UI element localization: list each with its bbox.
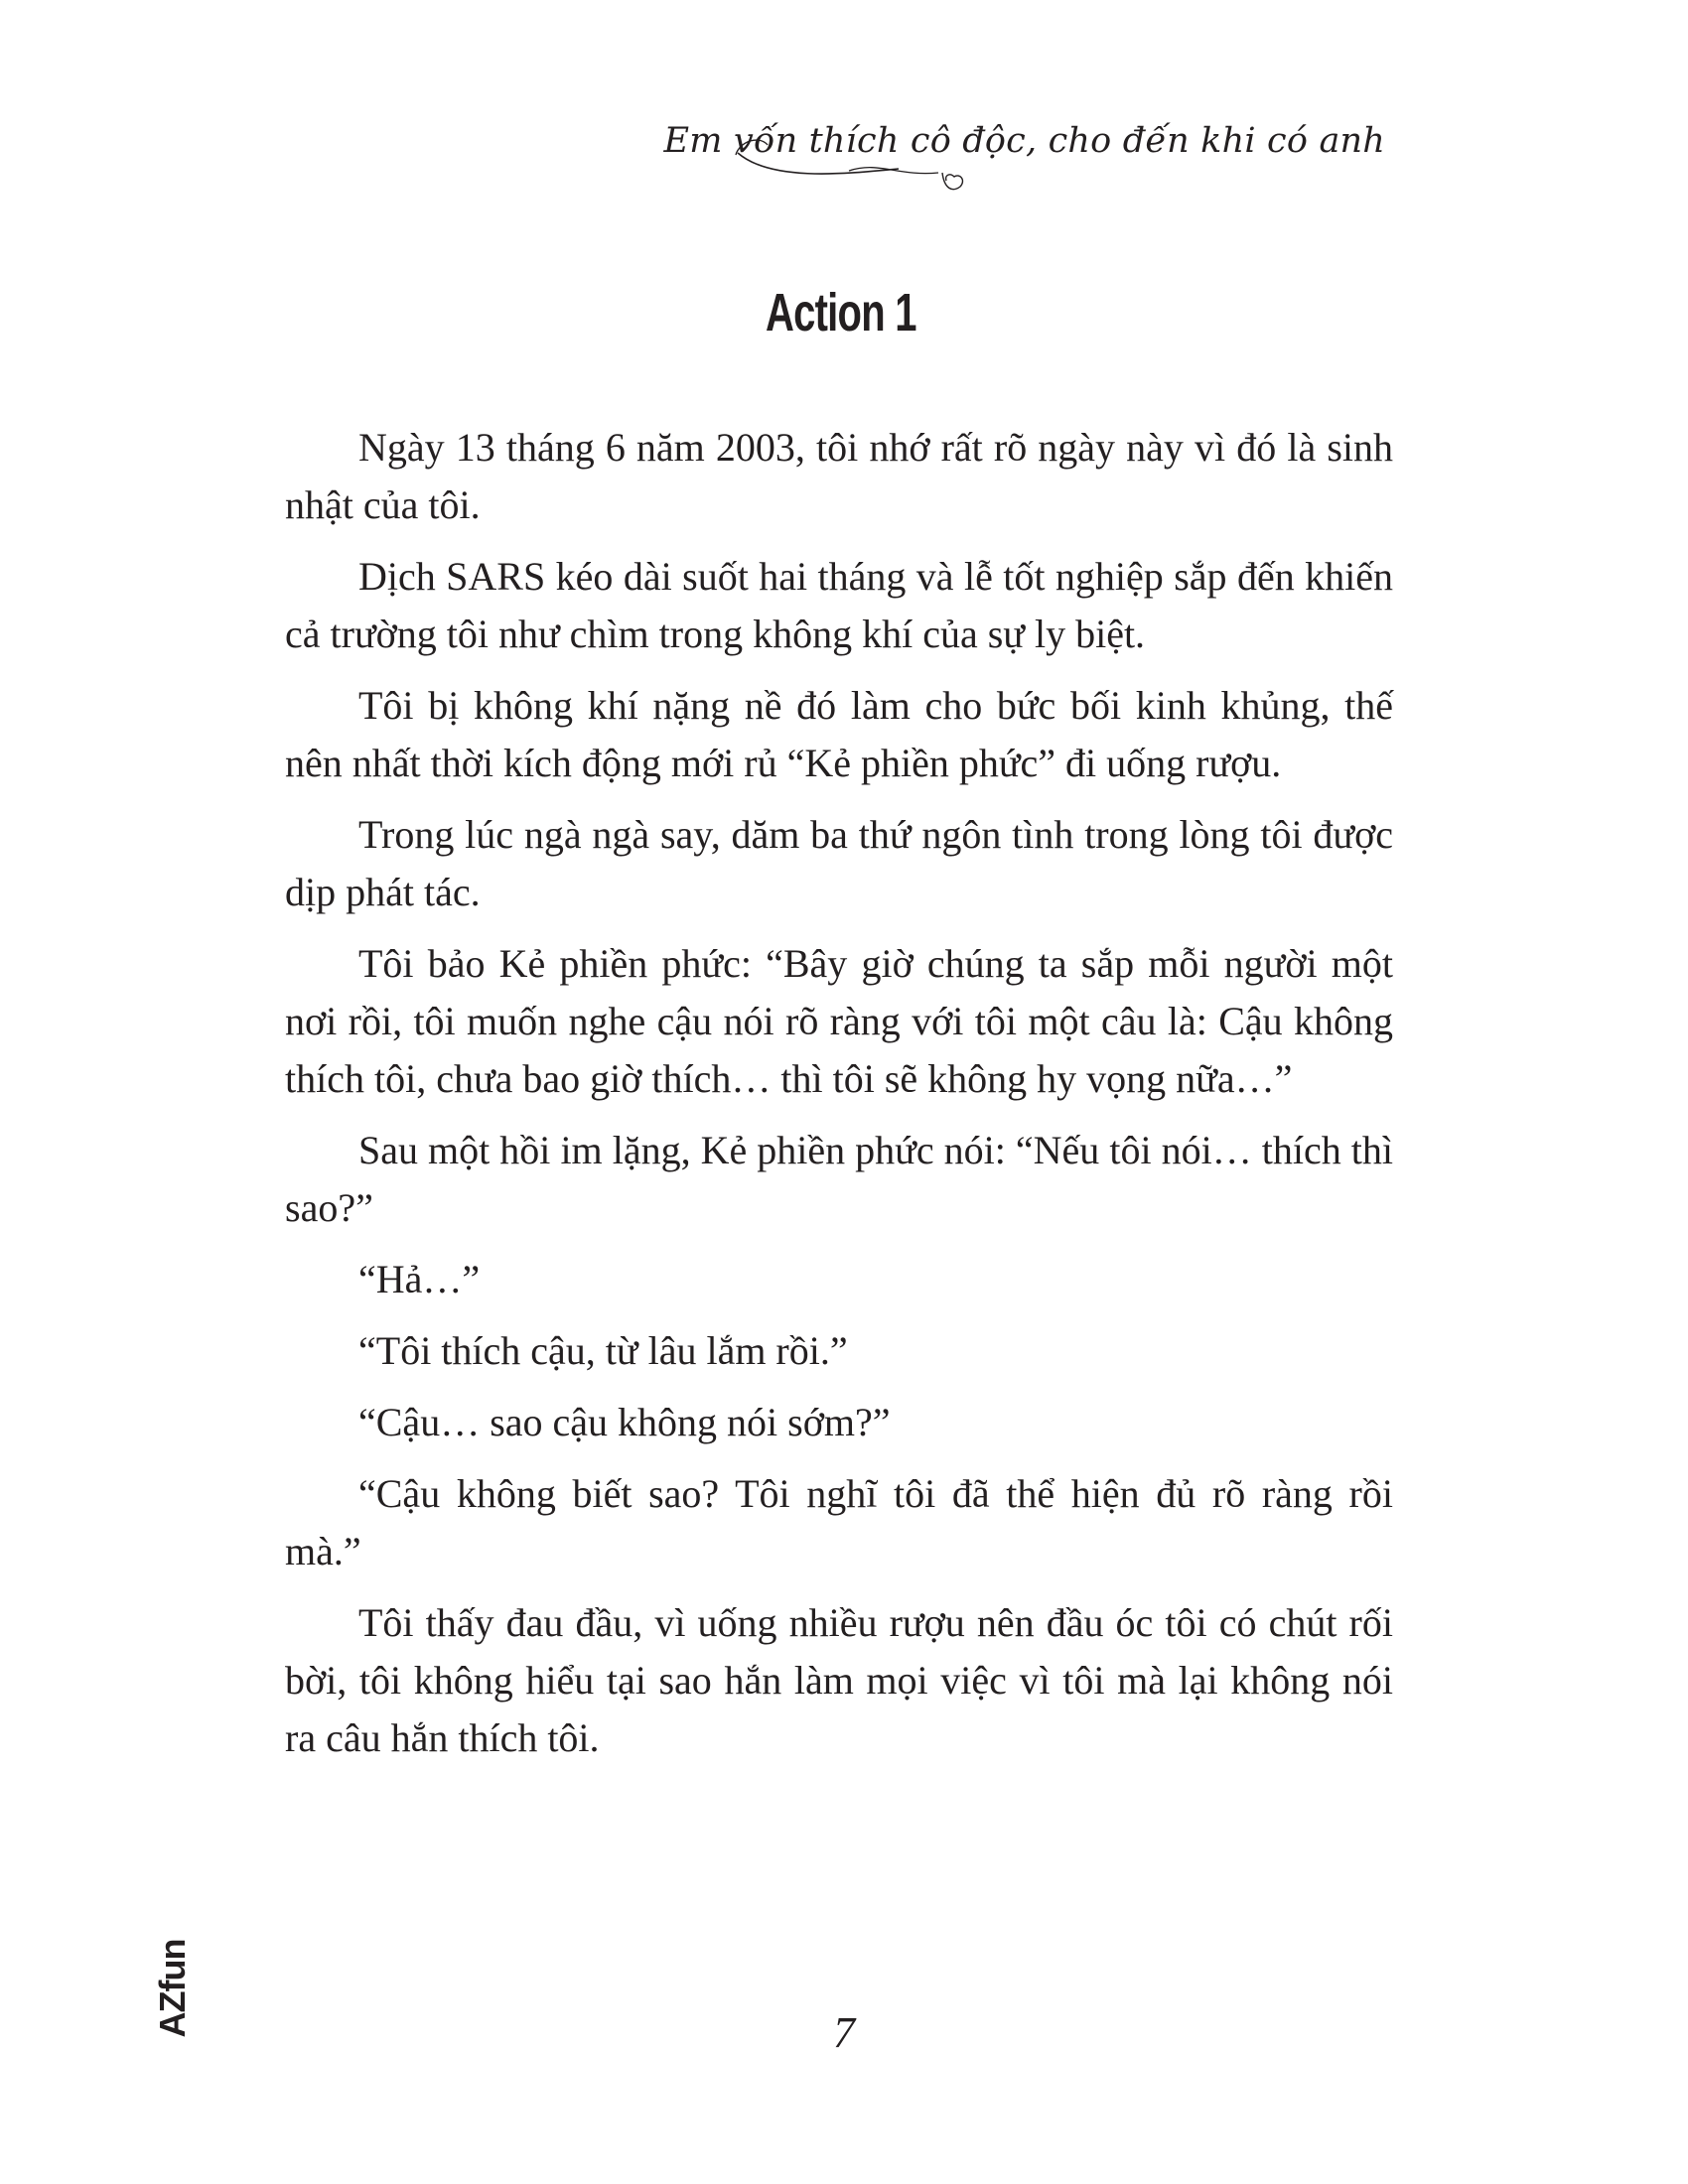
paragraph: Ngày 13 tháng 6 năm 2003, tôi nhớ rất rõ ngày này vì đó là sinh nhật của tôi. [285, 425, 1393, 527]
running-header [663, 111, 1385, 201]
paragraph: Dịch SARS kéo dài suốt hai tháng và lễ tốt nghiệp sắp đến khiến cả trường tôi như chìm trong không khí của sự ly biệt. [285, 554, 1393, 656]
paragraph: “Cậu… sao cậu không nói sớm?” [358, 1400, 891, 1444]
paragraph: “Cậu không biết sao? Tôi nghĩ tôi đã thể hiện đủ rõ ràng rồi mà.” [285, 1471, 1393, 1573]
page-number: 7 [833, 2008, 855, 2057]
paragraph: Sau một hồi im lặng, Kẻ phiền phức nói: “Nếu tôi nói… thích thì sao?” [285, 1128, 1393, 1230]
azfun-logo-icon [147, 1924, 199, 2053]
paragraph: Tôi bảo Kẻ phiền phức: “Bây giờ chúng ta sắp mỗi người một nơi rồi, tôi muốn nghe cậu nói rõ ràng với tôi một câu là: Cậu không thích tôi, chưa bao giờ thích… thì tôi sẽ không hy vọng nữa…” [285, 941, 1393, 1101]
paragraph: “Tôi thích cậu, từ lâu lắm rồi.” [358, 1328, 848, 1373]
paragraph: “Hả…” [358, 1257, 481, 1301]
paragraph: Tôi thấy đau đầu, vì uống nhiều rượu nên đầu óc tôi có chút rối bời, tôi không hiểu tại sao hắn làm mọi việc vì tôi mà lại không nói ra câu hắn thích tôi. [285, 1600, 1393, 1760]
chapter-title: Action 1 [766, 283, 916, 343]
paragraph: Tôi bị không khí nặng nề đó làm cho bức bối kinh khủng, thế nên nhất thời kích động mới rủ “Kẻ phiền phức” đi uống rượu. [285, 683, 1393, 785]
svg-text:AZfun: AZfun [152, 1939, 193, 2038]
body-text [285, 419, 1393, 1781]
paragraph: Trong lúc ngà ngà say, dăm ba thứ ngôn tình trong lòng tôi được dịp phát tác. [285, 812, 1393, 914]
running-header-title: Em vốn thích cô độc, cho đến khi có anh [663, 121, 1385, 161]
